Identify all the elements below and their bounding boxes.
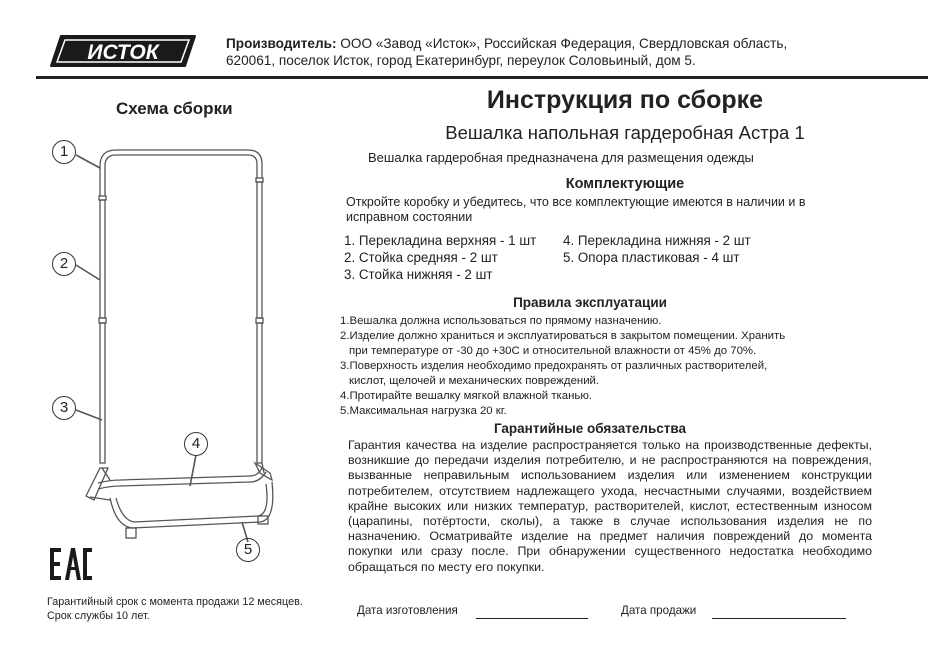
warranty-period: Гарантийный срок с момента продажи 12 месяцев. bbox=[47, 596, 303, 608]
callout-3: 3 bbox=[52, 396, 76, 420]
rule-line: 1.Вешалка должна использоваться по прямому назначению. bbox=[340, 315, 662, 327]
callout-1: 1 bbox=[52, 140, 76, 164]
manufacturer-line2: 620061, поселок Исток, город Екатеринбург, переулок Соловьиный, дом 5. bbox=[226, 53, 696, 68]
rules-list bbox=[340, 314, 860, 419]
rule-line: 2.Изделие должно храниться и эксплуатироваться в закрытом помещении. Хранить bbox=[340, 330, 786, 342]
manufacturer-line1: ООО «Завод «Исток», Российская Федерация, Свердловская область, bbox=[336, 36, 788, 51]
product-name: Вешалка напольная гардеробная Астра 1 bbox=[445, 122, 805, 143]
eac-mark bbox=[49, 545, 93, 583]
list-item: 5. Опора пластиковая - 4 шт bbox=[563, 249, 740, 265]
manufacture-date-label: Дата изготовления bbox=[357, 604, 458, 617]
service-life: Срок службы 10 лет. bbox=[47, 610, 150, 622]
manufacturer-label: Производитель: bbox=[226, 36, 337, 51]
istok-logo bbox=[47, 32, 199, 70]
list-item: 1. Перекладина верхняя - 1 шт bbox=[344, 233, 537, 248]
list-item: 3. Стойка нижняя - 2 шт bbox=[344, 266, 493, 282]
components-title: Комплектующие bbox=[565, 176, 685, 192]
rule-line: 5.Максимальная нагрузка 20 кг. bbox=[340, 405, 507, 417]
product-purpose: Вешалка гардеробная предназначена для размещения одежды bbox=[368, 150, 754, 165]
callout-4: 4 bbox=[184, 432, 208, 456]
sale-date-label: Дата продажи bbox=[621, 604, 697, 617]
assembly-diagram bbox=[50, 128, 330, 568]
rules-title: Правила эксплуатации bbox=[513, 295, 667, 310]
header-divider bbox=[36, 76, 928, 79]
rule-line: 3.Поверхность изделия необходимо предохранять от различных растворителей, bbox=[340, 360, 768, 372]
sale-date-field bbox=[712, 617, 846, 619]
list-item: 4. Перекладина нижняя - 2 шт bbox=[563, 233, 751, 248]
logo-text: ИСТОК bbox=[87, 41, 159, 64]
instruction-title: Инструкция по сборке bbox=[486, 86, 764, 114]
list-item: 2. Стойка средняя - 2 шт bbox=[344, 249, 498, 265]
components-intro: Откройте коробку и убедитесь, что все комплектующие имеются в наличии и в исправном состоянии bbox=[346, 195, 806, 224]
rule-line: 4.Протирайте вешалку мягкой влажной тканью. bbox=[340, 390, 593, 402]
callout-2: 2 bbox=[52, 252, 76, 276]
rule-line: при температуре от -30 до +30С и относительной влажности от 45% до 70%. bbox=[349, 345, 757, 357]
guarantee-title: Гарантийные обязательства bbox=[493, 421, 687, 436]
manufacture-date-field bbox=[476, 617, 588, 619]
scheme-title: Схема сборки bbox=[116, 99, 233, 118]
guarantee-text: Гарантия качества на изделие распространяется только на производственные дефекты, возникшие до передачи изделия потребителю, и не распространяются на повреждения, вызванные неправильным использованием изделия или изменением конструкции потребителем, отсутствием надлежащего ухода, несчастными случаями, воздействием крайне высоких или низких температур, растворителей, кислот, естественным износом (царапины, потёртости, сколы), а также в случае использования изделия не по назначению. Осматривайте изделие на предмет наличия повреждений до момента покупки или сразу после. При обнаружении существенного недостатка необходимо обращаться по месту его покупки. bbox=[348, 438, 872, 574]
components-list-right bbox=[563, 233, 751, 267]
warranty-terms bbox=[47, 595, 303, 623]
callout-5: 5 bbox=[236, 538, 260, 562]
rule-line: кислот, щелочей и механических повреждений. bbox=[349, 375, 600, 387]
components-list-left bbox=[344, 233, 536, 283]
manufacturer-info bbox=[226, 35, 926, 69]
